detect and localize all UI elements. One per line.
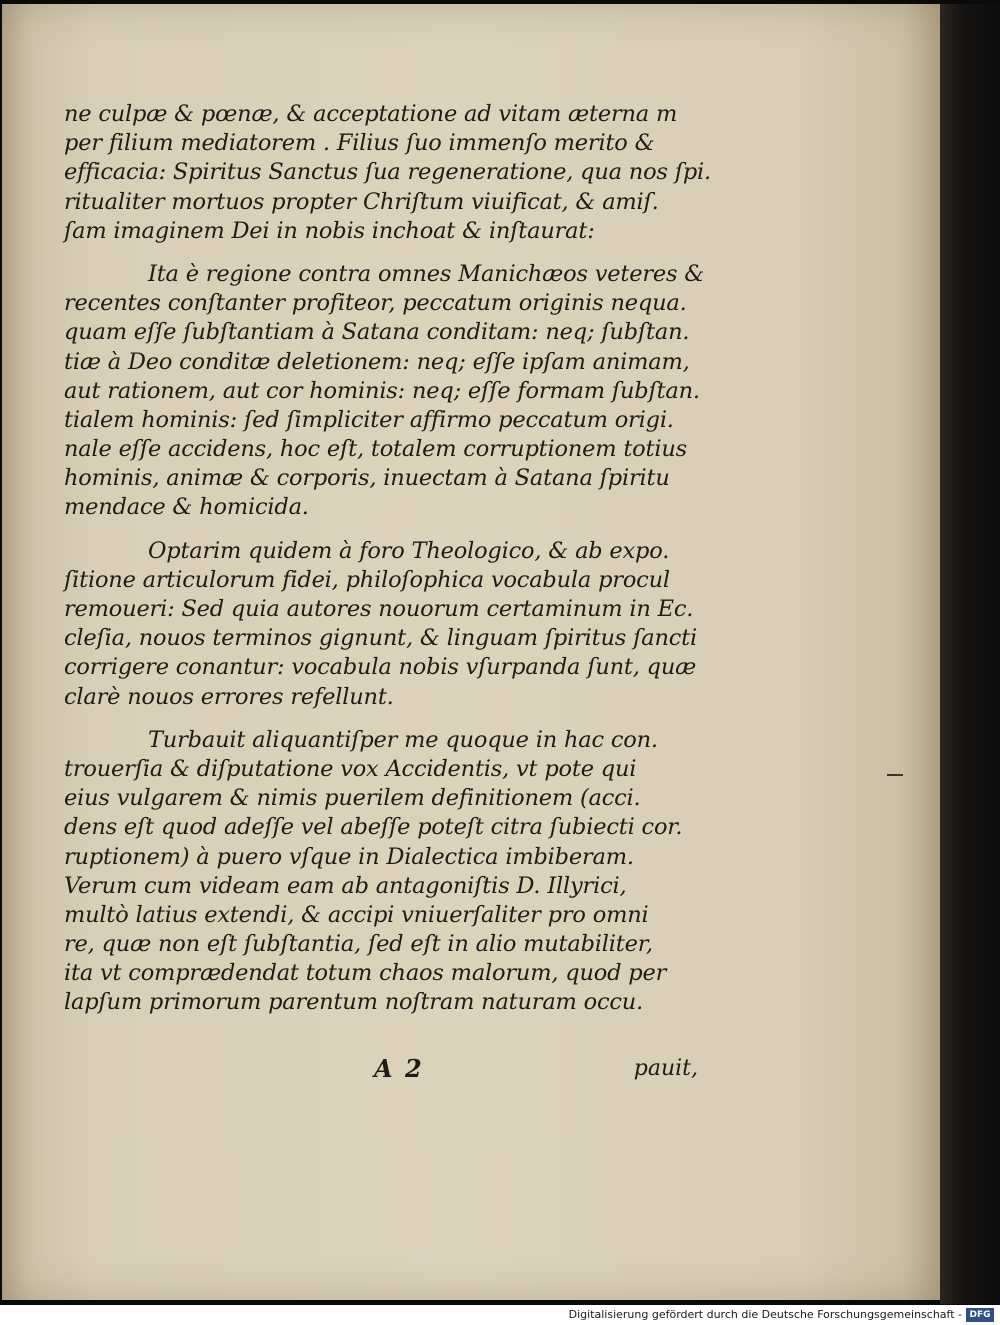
text-line: ritualiter mortuos propter Chriſtum viuificat, & amiſ. xyxy=(64,188,659,215)
signature-mark: A 2 xyxy=(374,1054,424,1083)
catchword: pauit, xyxy=(633,1056,698,1081)
text-line: aut rationem, aut cor hominis: neq; eſſe formam ſubſtan. xyxy=(64,377,700,404)
paragraph xyxy=(64,260,704,523)
text-line: multò latius extendi, & accipi vniuerſaliter pro omni xyxy=(64,901,649,928)
text-line: tialem hominis: ſed ſimpliciter affirmo peccatum origi. xyxy=(64,406,674,433)
text-line: dens eſt quod adeſſe vel abeſſe poteſt citra ſubiecti cor. xyxy=(64,814,683,841)
text-line: ſitione articulorum fidei, philoſophica vocabula procul xyxy=(64,566,670,593)
text-line: clarè nouos errores refellunt. xyxy=(64,683,394,710)
text-line: quam eſſe ſubſtantiam à Satana conditam: neq; ſubſtan. xyxy=(64,319,690,346)
text-line: recentes conſtanter profiteor, peccatum originis nequa. xyxy=(64,290,687,317)
paragraph xyxy=(64,537,704,712)
text-line: trouerſia & diſputatione vox Accidentis, vt pote qui xyxy=(64,755,637,782)
text-line: eius vulgarem & nimis puerilem definitionem (acci. xyxy=(64,785,641,812)
page-edge-shadow xyxy=(940,4,1000,1304)
dfg-credit-text: Digitalisierung gefördert durch die Deutsche Forschungsgemeinschaft - xyxy=(568,1308,962,1321)
text-line: nale eſſe accidens, hoc eſt, totalem corruptionem totius xyxy=(64,436,687,463)
text-line: re, quæ non eſt ſubſtantia, ſed eſt in alio mutabiliter, xyxy=(64,931,653,958)
text-line: hominis, animæ & corporis, inuectam à Satana ſpiritu xyxy=(64,465,670,492)
paragraph xyxy=(64,100,711,246)
text-line: Verum cum videam eam ab antagoniſtis D. Illyrici, xyxy=(64,872,627,899)
paragraph-gap xyxy=(64,246,704,260)
paragraph-gap xyxy=(64,523,704,537)
text-line: Turbauit aliquantiſper me quoque in hac con. xyxy=(148,726,658,753)
text-line: cleſia, nouos terminos gignunt, & linguam ſpiritus ſancti xyxy=(64,625,697,652)
text-line: Ita è regione contra omnes Manichæos veteres & xyxy=(148,260,705,287)
text-line: lapſum primorum parentum noſtram naturam occu. xyxy=(64,989,644,1016)
text-line: ne culpæ & pœnæ, & acceptatione ad vitam æterna m xyxy=(64,101,678,127)
text-line: mendace & homicida. xyxy=(64,494,309,521)
paragraph-gap xyxy=(64,712,704,726)
margin-dash xyxy=(887,774,903,776)
paragraph xyxy=(64,726,704,1018)
page-footer xyxy=(374,1054,702,1088)
text-line: ita vt comprædendat totum chaos malorum, quod per xyxy=(64,960,667,987)
book-page xyxy=(2,4,940,1300)
text-line: tiæ à Deo conditæ deletionem: neq; eſſe ipſam animam, xyxy=(64,348,690,375)
text-line: corrigere conantur: vocabula nobis vſurpanda ſunt, quæ xyxy=(64,654,697,681)
dfg-logo-icon: DFG xyxy=(966,1308,994,1322)
text-line: per filium mediatorem . Filius ſuo immenſo merito & xyxy=(64,130,655,157)
body-text xyxy=(64,100,711,1018)
text-line: ſam imaginem Dei in nobis inchoat & inſtaurat: xyxy=(64,217,595,244)
text-line: efficacia: Spiritus Sanctus ſua regeneratione, qua nos ſpi. xyxy=(64,159,711,186)
text-line: remoueri: Sed quia autores nouorum certaminum in Ec. xyxy=(64,596,694,622)
credit-bar xyxy=(0,1305,1000,1325)
text-line: ruptionem) à puero vſque in Dialectica imbiberam. xyxy=(64,843,634,870)
text-line: Optarim quidem à foro Theologico, & ab expo. xyxy=(148,537,670,564)
